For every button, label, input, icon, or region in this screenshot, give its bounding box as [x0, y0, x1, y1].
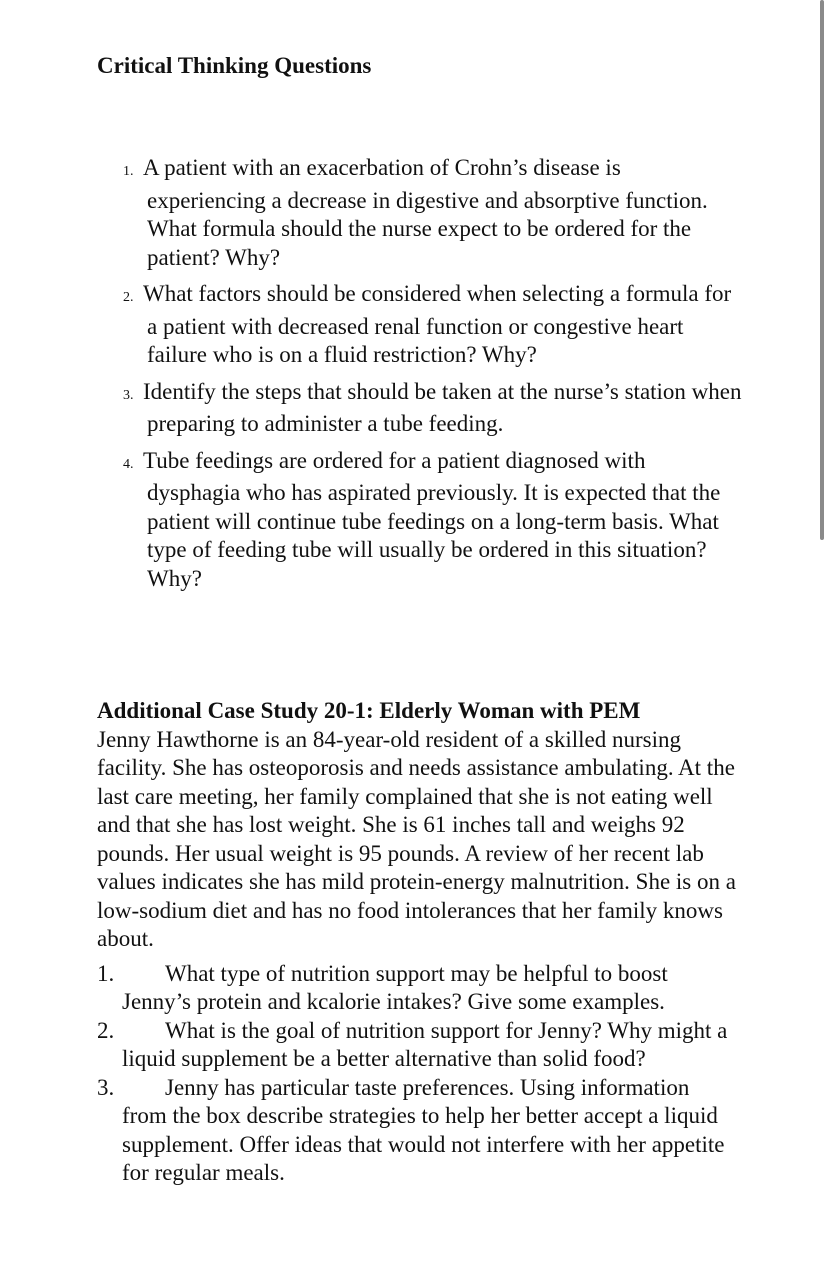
case-question-number: 1. — [97, 960, 115, 986]
critical-thinking-list — [117, 154, 742, 601]
case-question-number: 3. — [97, 1074, 115, 1100]
vertical-scrollbar[interactable] — [820, 0, 824, 540]
case-study-questions — [97, 960, 737, 1188]
question-text: Identify the steps that should be taken at the nurse’s station when preparing to administer a tube feeding. — [143, 378, 742, 436]
question-item-4 — [117, 447, 742, 594]
question-text: A patient with an exacerbation of Crohn’s disease is experiencing a decrease in digestive and absorptive function. What formula should the nurse expect to be ordered for the patient? Why? — [143, 155, 708, 270]
question-item-2 — [117, 280, 742, 370]
case-study-section — [97, 697, 737, 1188]
question-text: What factors should be considered when selecting a formula for a patient with decreased renal function or congestive heart failure who is on a fluid restriction? Why? — [143, 281, 732, 367]
critical-thinking-heading: Critical Thinking Questions — [97, 53, 372, 78]
question-item-3 — [117, 378, 742, 439]
case-question-number: 2. — [97, 1017, 115, 1043]
case-question-text: What type of nutrition support may be helpful to boost Jenny’s protein and kcalorie intakes? Give some examples. — [122, 960, 668, 1014]
question-text: Tube feedings are ordered for a patient diagnosed with dysphagia who has aspirated previously. It is expected that the patient will continue tube feedings on a long-term basis. What type of feeding tube will usually be ordered in this situation? Why? — [143, 447, 721, 591]
case-question-text: Jenny has particular taste preferences. Using information from the box describe strategies to help her better accept a liquid supplement. Offer ideas that would not interfere with her appetite for regular meals. — [122, 1074, 725, 1185]
case-question-text: What is the goal of nutrition support for Jenny? Why might a liquid supplement be a better alternative than solid food? — [122, 1017, 728, 1071]
question-number: 2. — [123, 290, 134, 305]
case-study-body: Jenny Hawthorne is an 84-year-old resident of a skilled nursing facility. She has osteoporosis and needs assistance ambulating. At the last care meeting, her family complained that she is not eating well and that she has lost weight. She is 61 inches tall and weighs 92 pounds. Her usual weight is 95 pounds. A review of her recent lab values indicates she has mild protein-energy malnutrition. She is on a low-sodium diet and has no food intolerances that her family knows about. — [97, 726, 736, 951]
case-study-title: Additional Case Study 20-1: Elderly Woman with PEM — [97, 698, 641, 723]
question-item-1 — [117, 154, 742, 272]
case-question-item-2 — [97, 1017, 737, 1074]
case-question-item-1 — [97, 960, 737, 1017]
case-question-item-3 — [97, 1074, 737, 1188]
question-number: 1. — [123, 164, 134, 179]
question-number: 3. — [123, 387, 134, 403]
question-number: 4. — [123, 456, 134, 472]
